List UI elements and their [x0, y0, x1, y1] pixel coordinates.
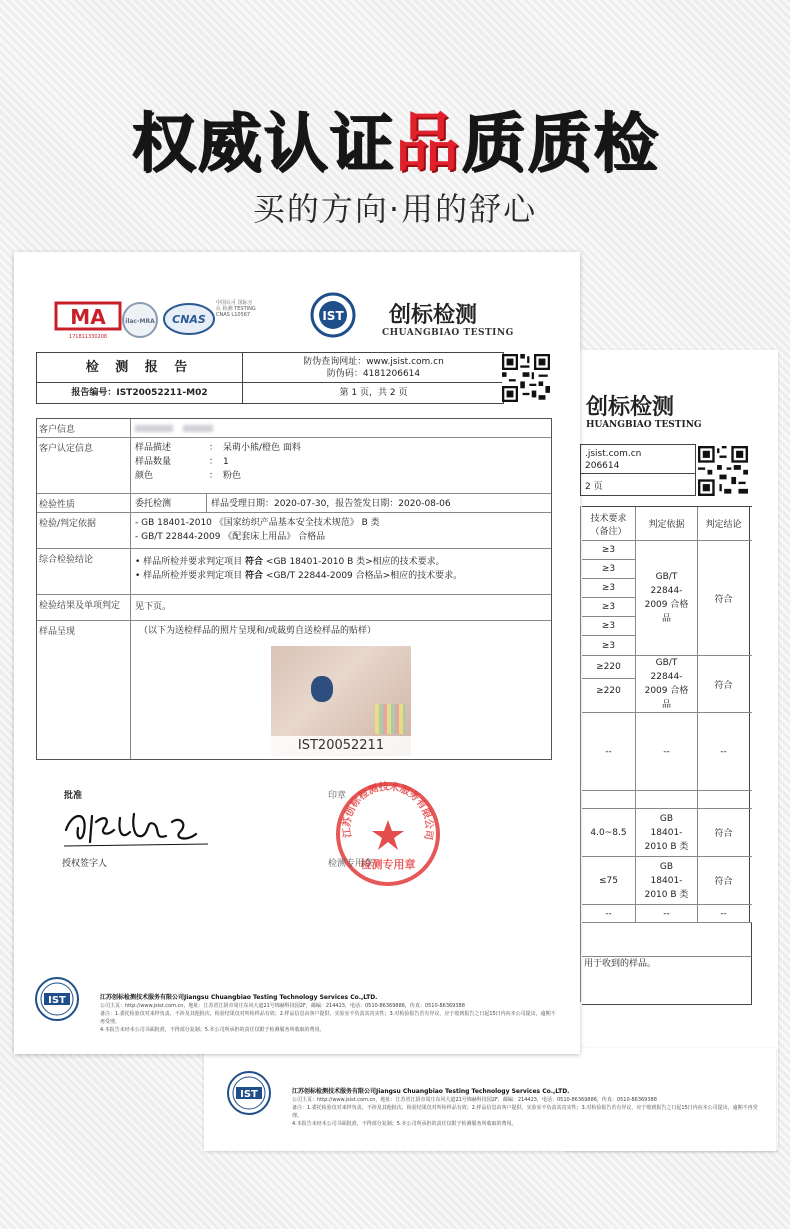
back-result-table: 技术要求（备注） 判定依据 判定结论 ≥3 ≥3 ≥3 ≥3 ≥3 ≥3 GB/T 22844-2009 合格品 符合 ≥220 ≥220 GB/T 22844-2009 合格品 符合 -- -- -- 4.0~8.5 GB 18401-2010 B 类 符合 ≤75 GB 18401-2010 B 类 符合 -- -- -- [582, 506, 752, 1005]
ist-logo-icon [310, 292, 356, 338]
svg-text:MA: MA [70, 305, 106, 329]
brand-en: CHUANGBIAO TESTING [382, 328, 514, 338]
client-redacted [131, 419, 551, 437]
svg-text:IST: IST [240, 1089, 258, 1100]
back-verify-box: .jsist.com.cn 206614 2 页 [580, 444, 696, 496]
sample-photo: IST20052211 [271, 646, 411, 756]
back-qr-code-icon [698, 446, 748, 496]
svg-text:IST: IST [48, 995, 66, 1006]
signer-label: 授权签字人 [62, 859, 108, 869]
back-brand-cn: 创标检测 [586, 394, 675, 420]
qr-code-icon [502, 354, 550, 402]
footer-text: 江苏创标检测技术服务有限公司Jiangsu Chuangbiao Testing Technology Services Co.,LTD. 公司主页：http://www.jsist.com.cn，地址：江苏省江阴市周庄东风大道21号锦赫科技园2F，邮编：214423，电话：0510-86369886，传真：0510-86369388 备注：1.委托检验仅对来样负责，不涉及其他批次，检验结果仅对所检样品有效；2.样品信息由客户提供，实验室不负责其真实性；3.对检验报告若有异议，应于收到报告之日起15日内向本公司提出，逾期不再受理。 4.本报告未经本公司书面批准，不得部分复制；5.本公司所承担的责任仅限于检测服务所收取的费用。 [100, 994, 556, 1033]
report-number: 报告编号：IST20052211-M02 [37, 383, 243, 404]
report-page-3 [204, 1048, 776, 1151]
svg-text:ilac-MRA: ilac-MRA [125, 318, 155, 325]
ist-seal-icon [226, 1070, 272, 1116]
page-indicator: 第 1 页，共 2 页 [339, 388, 408, 398]
brand-cn: 创标检测 [389, 302, 478, 328]
ilac-mra-logo-icon [120, 300, 160, 340]
cnas-logo-icon [162, 302, 216, 336]
cma-logo-icon [54, 300, 122, 340]
cnas-caption: 中国认可 国际互认 检测 TESTING CNAS L10567 [216, 300, 256, 318]
report-header [36, 352, 504, 404]
page-title: 权威认证品质质检 [131, 107, 659, 181]
verify-info: 防伪查询网址：www.jsist.com.cn 防伪码：4181206614 [243, 353, 504, 383]
seal-label: 印章 [328, 791, 347, 801]
seal-label-2: 检测专用章 [328, 859, 374, 869]
report-title: 检 测 报 告 [37, 353, 243, 383]
page-subtitle: 买的方向·用的舒心 [252, 190, 538, 228]
svg-text:检测专用章: 检测专用章 [360, 858, 416, 871]
report-info-table: 客户信息 客户认定信息 样品描述 ： 呆萌小熊/橙色 面料 样品数量 ： 1 颜色 ： 粉色 检验性质 委托检测 样品受理日期：2020-07-30，报告签发日期：2020-08-06 检验/判定依据 - GB 18401-2010 《国家纺织产品基本安全技术规范》 B 类 - GB/T 22844-2009 《配套床上用品》 合格品 综合检验结论 • 样品所检并要求判定项目 符合 <GB 18401-2010 B 类>相应的技术要求。 • 样品所检并要求判定项目 符合 <GB/T 22844-2009 合格品>相应的技术要求。 检验结果及单项判定 见下页。 样品呈现 （以下为送检样品的照片呈现和/或裁剪自送检样品的贴样） IST20052211 [36, 418, 552, 760]
signature-image [62, 802, 212, 852]
ist-footer-seal-icon [34, 976, 80, 1022]
back-footer-text: 江苏创标检测技术服务有限公司Jiangsu Chuangbiao Testing Technology Services Co.,LTD. 公司主页：http://www.jsist.com.cn，地址：江苏省江阴市周庄东风大道21号锦赫科技园2F，邮编：214423，电话：0510-86369886，传真：0510-86369388 备注：1.委托检验仅对来样负责，不涉及其他批次，检验结果仅对所检样品有效；2.样品信息由客户提供，实验室不负责其真实性；3.对检验报告若有异议，应于收到报告之日起15日内向本公司提出，逾期不再受理。 4.本报告未经本公司书面批准，不得部分复制；5.本公司所承担的责任仅限于检测服务所收取的费用。 [292, 1088, 758, 1127]
back-brand-en: HUANGBIAO TESTING [586, 420, 702, 430]
title-accent: 品 [395, 107, 461, 181]
report-page-1 [14, 252, 580, 1054]
svg-text:IST: IST [322, 309, 344, 323]
back-note: 用于收到的样品。 [584, 959, 657, 969]
report-page-2 [566, 350, 778, 1150]
svg-text:江苏创标检测技术服务有限公司: 江苏创标检测技术服务有限公司 [341, 781, 435, 841]
red-seal-stamp [332, 778, 444, 890]
svg-text:CNAS: CNAS [172, 313, 206, 326]
svg-text:171811330208: 171811330208 [68, 334, 108, 340]
approve-label: 批准 [64, 791, 83, 801]
